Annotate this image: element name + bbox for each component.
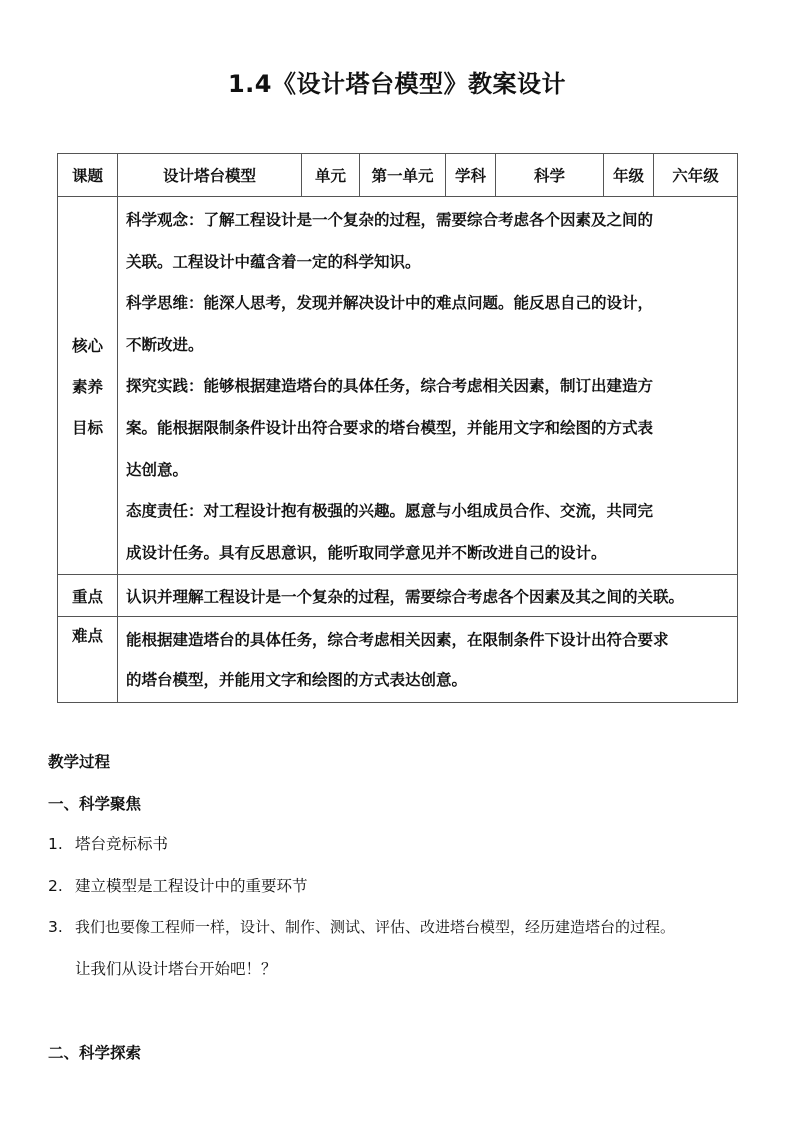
core-goals-label-2: 素养 [71,377,103,396]
lesson-info-table [57,153,738,703]
difficulty-line: 的塔台模型，并能用文字和绘图的方式表达创意。 [126,671,468,690]
core-goals-line: 达创意。 [126,460,189,479]
teaching-process-heading: 教学过程 [48,753,111,771]
core-goals-line: 科学观念：了解工程设计是一个复杂的过程，需要综合考虑各个因素及之间的 [126,211,654,229]
difficulty-row [58,617,738,703]
list-item [48,866,788,908]
core-goals-row [58,197,738,575]
core-goals-line: 科学思维：能深人思考，发现并解决设计中的难点问题。能反思自己的设计， [126,294,654,313]
grade-value: 六年级 [654,154,738,197]
core-goals-line: 不断改进。 [126,335,204,354]
label-subject: 学科 [446,154,496,197]
key-point-row [58,575,738,617]
label-unit: 单元 [302,154,360,197]
list-number: 2. [48,876,63,895]
list-text: 我们也要像工程师一样，设计、制作、测试、评估、改进塔台模型，经历建造塔台的过程。 [75,918,676,936]
core-goals-line: 关联。工程设计中蕴含着一定的科学知识。 [126,252,421,271]
core-goals-label-cell [58,197,118,575]
label-topic: 课题 [58,154,118,197]
list-continuation-text: 让我们从设计塔台开始吧！？ [75,959,277,978]
label-grade: 年级 [604,154,654,197]
key-point-label: 重点 [58,575,118,617]
difficulty-line: 能根据建造塔台的具体任务，综合考虑相关因素，在限制条件下设计出符合要求 [126,631,669,650]
core-goals-label-1: 核心 [71,336,103,355]
core-goals-line: 案。能根据限制条件设计出符合要求的塔台模型，并能用文字和绘图的方式表 [126,418,654,437]
focus-list [48,824,788,990]
header-row [58,154,738,197]
list-item [48,907,788,949]
list-continuation [48,949,788,991]
list-item [48,824,788,866]
difficulty-content [118,617,738,703]
core-goals-line: 探究实践：能够根据建造塔台的具体任务，综合考虑相关因素，制订出建造方 [126,377,654,396]
list-text: 塔台竞标标书 [75,835,169,853]
document-title: 1.4《设计塔台模型》教案设计 [227,70,566,98]
unit-value: 第一单元 [360,154,446,197]
section-2-heading: 二、科学探索 [48,1044,142,1062]
core-goals-line: 态度责任：对工程设计抱有极强的兴趣。愿意与小组成员合作、交流，共同完 [126,502,654,521]
section-1-heading: 一、科学聚焦 [48,795,142,813]
list-number: 3. [48,918,63,936]
difficulty-label: 难点 [58,617,118,703]
list-text: 建立模型是工程设计中的重要环节 [75,876,308,895]
core-goals-line: 成设计任务。具有反思意识，能听取同学意见并不断改进自己的设计。 [126,543,607,562]
subject-value: 科学 [496,154,604,197]
core-goals-content [118,197,738,575]
core-goals-label-3: 目标 [71,418,103,437]
topic-value: 设计塔台模型 [118,154,302,197]
list-number: 1. [48,835,63,853]
key-point-text: 认识并理解工程设计是一个复杂的过程，需要综合考虑各个因素及其之间的关联。 [118,575,738,617]
